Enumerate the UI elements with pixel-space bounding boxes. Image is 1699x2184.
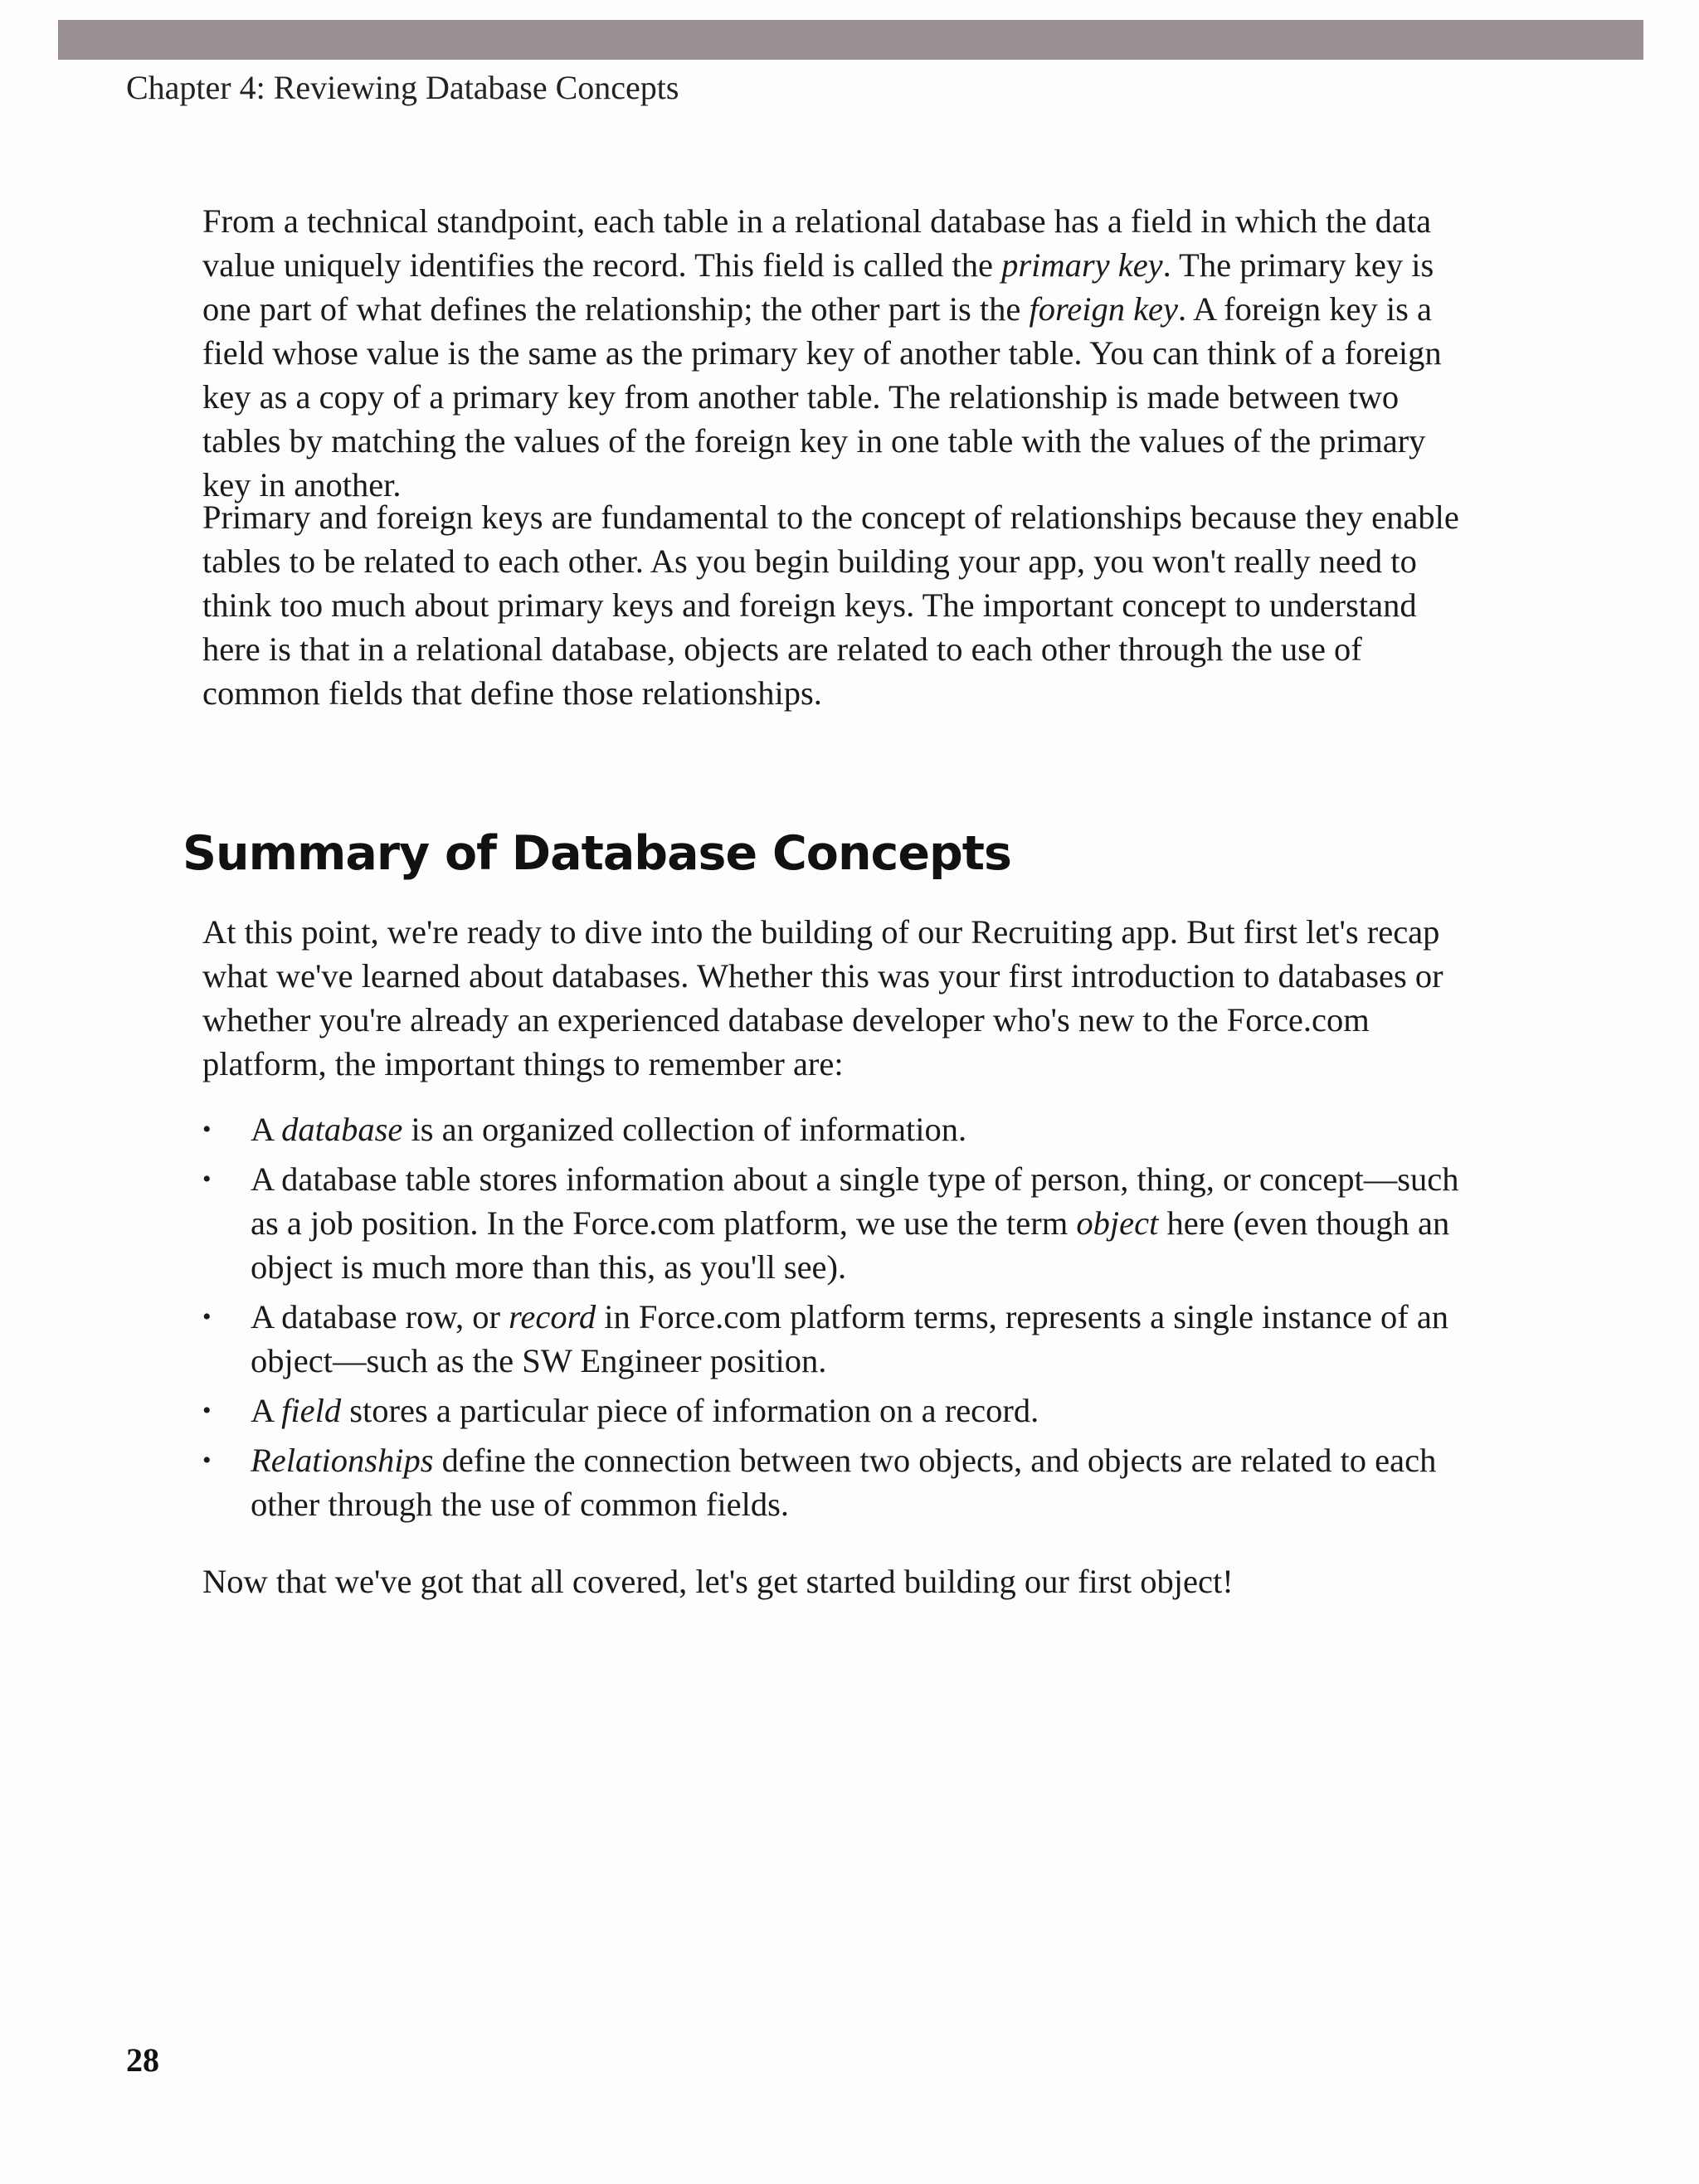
paragraph-text: . The primary key is one part of what defines the relationship; the other part is the [202,246,1434,328]
bullet-icon: • [202,1116,212,1143]
bullet-text: A [251,1392,282,1429]
section-intro: At this point, we're ready to dive into the building of our Recruiting app. But first let's recap what we've learned about databases. Whether this was your first introduction to databases or whether you're already an experienced database developer who's new to the Force.com platform, the important things to remember are: [202,913,1443,1082]
emphasis-term: record [509,1298,596,1335]
paragraph-keys-fundamental: Primary and foreign keys are fundamental to the concept of relationships because they enable tables to be related to each other. As you begin building your app, you won't really need to think too much about primary keys and foreign keys. The important concept to understand here is that in a relational database, objects are related to each other through the use of common fields that define those relationships. [202,499,1459,712]
bullet-text: stores a particular piece of information on a record. [341,1392,1039,1429]
bullet-text: here (even though an object is much more than this, as you'll see). [251,1204,1450,1286]
emphasis-term: foreign key [1029,290,1178,328]
paragraph-text: From a technical standpoint, each table in a relational database has a field in which the data value uniquely identifies the record. This field is called the [202,202,1432,284]
section-heading: Summary of Database Concepts [183,826,1011,881]
emphasis-term: database [281,1111,403,1148]
list-item [202,1157,1472,1289]
bullet-text: in Force.com platform terms, represents a single instance of an object—such as the SW Engineer position. [251,1298,1449,1379]
list-item [202,1438,1472,1526]
page-number: 28 [126,2041,159,2079]
summary-bullet-list [202,1107,1472,1532]
bullet-icon: • [202,1303,212,1330]
bullet-icon: • [202,1447,212,1474]
emphasis-term: field [281,1392,342,1429]
bullet-icon: • [202,1397,212,1424]
emphasis-term: primary key [1001,246,1163,284]
list-item [202,1389,1472,1432]
bullet-text: A database row, or [251,1298,509,1335]
header-bar [58,20,1643,60]
bullet-text: A [251,1111,282,1148]
bullet-icon: • [202,1165,212,1193]
list-item [202,1295,1472,1383]
emphasis-term: object [1076,1204,1159,1242]
paragraph-primary-foreign-keys [202,199,1463,507]
bullet-text: define the connection between two objects, and objects are related to each other through the use of common fields. [251,1442,1437,1523]
running-head: Chapter 4: Reviewing Database Concepts [126,69,679,106]
emphasis-term: Relationships [251,1442,434,1479]
bullet-text: A database table stores information about a single type of person, thing, or concept—such as a job position. In the Force.com platform, we use the term [251,1160,1459,1242]
bullet-text: is an organized collection of information. [402,1111,967,1148]
closing-paragraph: Now that we've got that all covered, let's get started building our first object! [202,1563,1234,1600]
list-item [202,1107,1472,1151]
paragraph-text: . A foreign key is a field whose value is the same as the primary key of another table. You can think of a foreign key as a copy of a primary key from another table. The relationship is made between two tables by matching the values of the foreign key in one table with the values of the primary key in another. [202,290,1442,503]
